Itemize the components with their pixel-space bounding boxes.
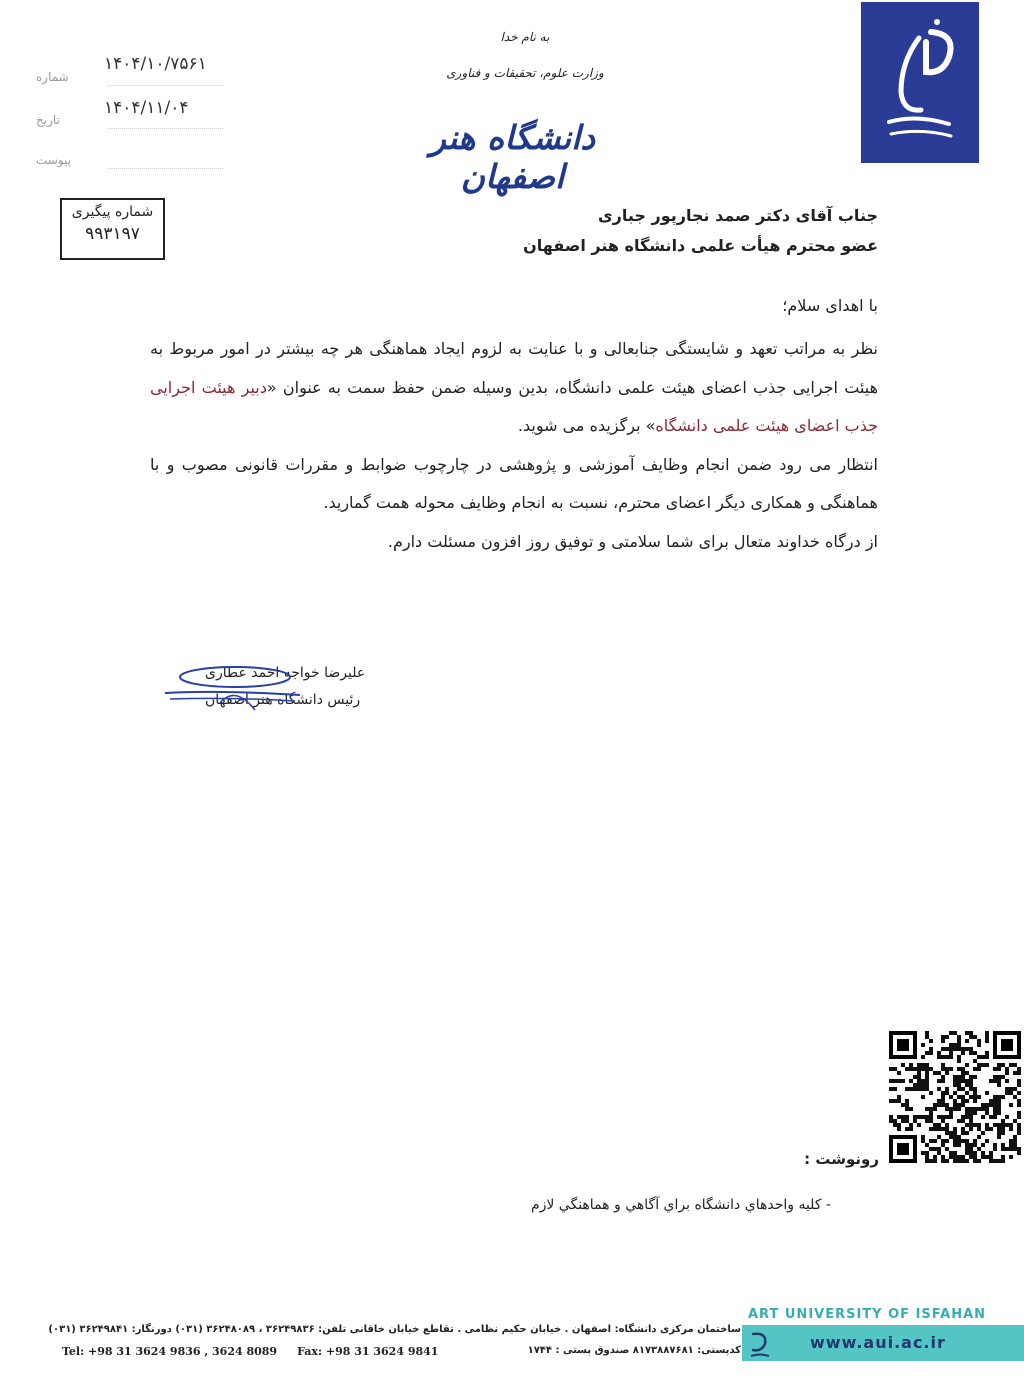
qr-code	[889, 1031, 1021, 1163]
footer-postal: کدپستی: ۸۱۷۳۸۸۷۶۸۱ صندوق پستی : ۱۷۴۴	[527, 1345, 741, 1356]
paragraph-appointment-text: نظر به مراتب تعهد و شایستگی جنابعالی و با عنایت به لزوم ایجاد هماهنگی هر چه بیشتر در امور مربوط به هیئت اجرایی جذب اعضای هیئت علمی دانشگاه، بدین وسیله ضمن حفظ سمت به عنوان «	[150, 339, 879, 397]
ministry-name: وزارت علوم، تحقیقات و فناوری	[446, 66, 604, 80]
cc-heading: رونوشت :	[804, 1150, 879, 1168]
date-line	[108, 128, 223, 129]
footer-logo-icon	[745, 1328, 775, 1360]
footer-contact-en	[62, 1345, 458, 1358]
bismillah: به نام خدا	[500, 30, 550, 44]
footer-address: ساختمان مرکزی دانشگاه: اصفهان . خیابان حکیم نظامی . تقاطع خیابان خاقانی تلفن: ۳۶۲۴۹۸۳۶ ، ۳۶۲۴۸۰۸۹ (۰۳۱) دورنگار: ۳۶۲۴۹۸۴۱ (۰۳۱)	[48, 1324, 741, 1335]
logo-mark-icon	[861, 2, 979, 163]
attachment-field	[36, 153, 186, 175]
handwritten-signature	[160, 655, 310, 715]
signatory-title: رئیس دانشگاه هنر اصفهان	[205, 692, 361, 708]
cc-recipient: - کليه واحدهاي دانشگاه براي آگاهي و هماهنگي لازم	[530, 1197, 831, 1213]
attachment-label: پیوست	[36, 153, 71, 167]
letter-date: ۱۴۰۴/۱۱/۰۴	[104, 98, 189, 118]
footer-tel: Tel: +98 31 3624 9836 , 3624 8089	[62, 1345, 278, 1358]
letter-number: ۱۴۰۴/۱۰/۷۵۶۱	[104, 54, 207, 74]
university-logo	[861, 2, 979, 163]
tracking-box	[60, 198, 165, 260]
attachment-line	[108, 168, 223, 169]
date-label: تاریخ	[36, 113, 60, 127]
footer-fax: Fax: +98 31 3624 9841	[297, 1345, 439, 1358]
paragraph-appointment-end: » برگزیده می شوید.	[517, 416, 656, 435]
number-label: شماره	[36, 70, 69, 84]
paragraph-closing: از درگاه خداوند متعال برای شما سلامتی و توفیق روز افزون مسئلت دارم.	[387, 531, 878, 551]
appointment-role: دبیر هیئت اجرایی جذب اعضای هیئت علمی دانشگاه	[150, 377, 878, 435]
footer-website[interactable]: www.aui.ac.ir	[810, 1333, 946, 1352]
addressee-name: جناب آقای دکتر صمد نجارپور جباری	[597, 206, 878, 225]
letter-body	[150, 330, 878, 561]
signatory-name: علیرضا خواجه احمد عطاری	[205, 665, 366, 681]
university-title: دانشگاه هنر اصفهان	[429, 118, 596, 196]
paragraph-expectation: انتظار می رود ضمن انجام وظایف آموزشی و پژوهشی در چارچوب ضوابط و مقررات قانونی مصوب و با هماهنگی و همکاری دیگر اعضای محترم، نسبت به انجام وظایف محوله همت گمارید.	[150, 454, 878, 512]
tracking-label: شماره پیگیری	[71, 204, 154, 220]
number-line	[108, 85, 223, 86]
paragraph-appointment	[150, 330, 878, 446]
addressee-position: عضو محترم هیأت علمی دانشگاه هنر اصفهان	[523, 236, 878, 255]
footer-university-en: ART UNIVERSITY OF ISFAHAN	[748, 1307, 987, 1322]
greeting: با اهدای سلام؛	[782, 296, 878, 315]
tracking-number: ۹۹۳۱۹۷	[85, 224, 140, 244]
